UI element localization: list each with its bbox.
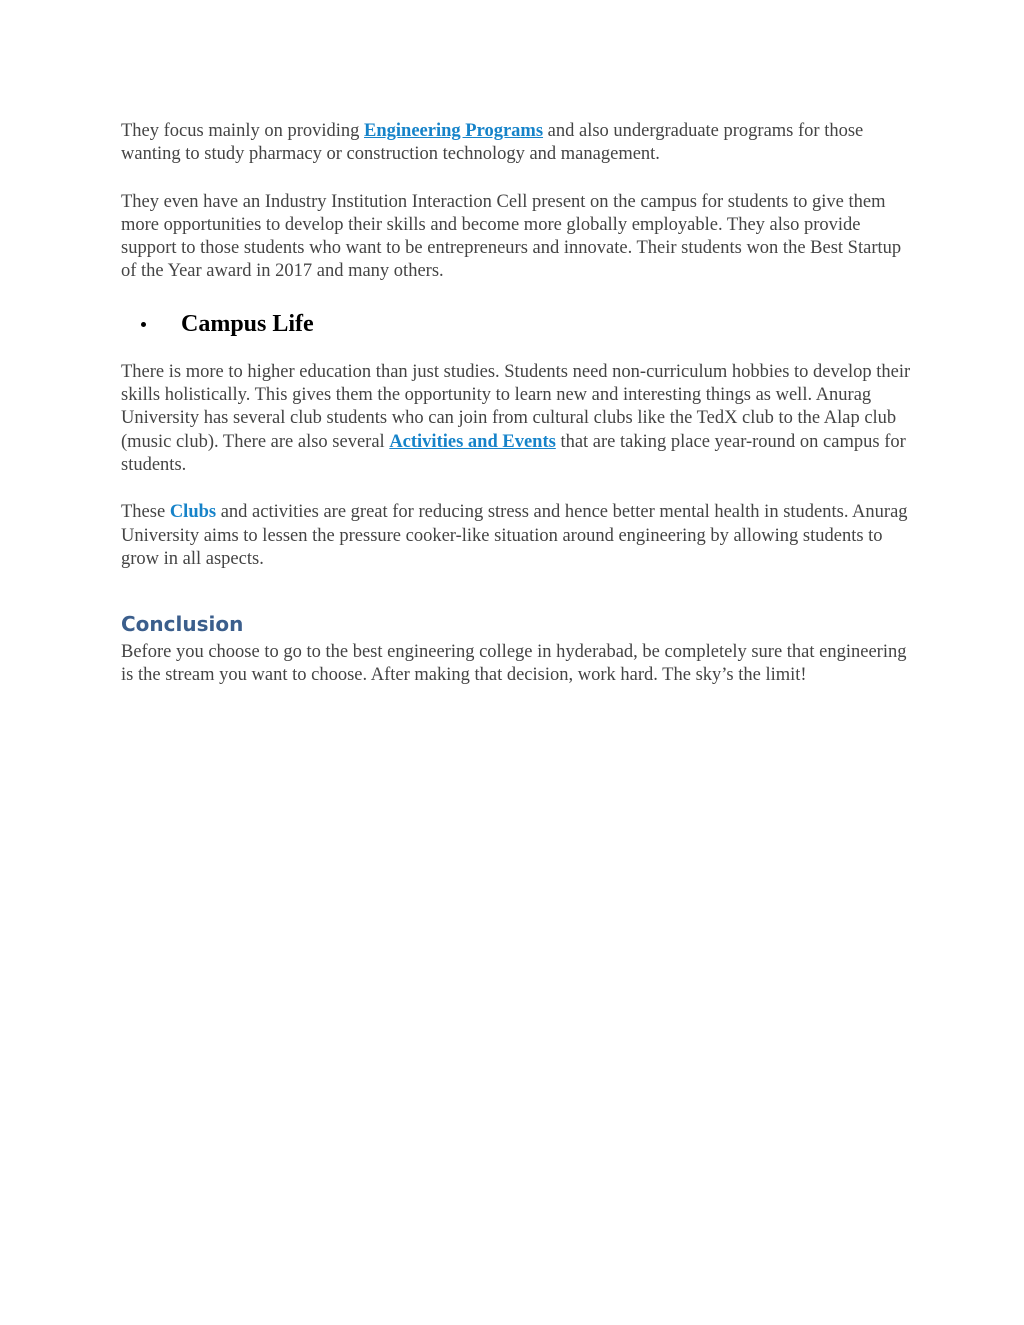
paragraph-conclusion: Before you choose to go to the best engineering college in hyderabad, be completely sure that engineering is the stream you want to choose. After making that decision, work hard. The sky’s the limit! xyxy=(121,642,907,686)
campus-life-heading: Campus Life xyxy=(181,310,314,337)
campus-life-bullet xyxy=(121,308,911,340)
paragraph-text: There is more to higher education than just studies. Students need non-curriculum hobbies to develop their skills holistically. This gives them the opportunity to learn new and interesting things as well. Anurag University has several club students who can join from cultural clubs like the TedX club to the Alap club (music club). There are also several xyxy=(121,361,911,452)
activities-and-events-link[interactable]: Activities and Events xyxy=(389,431,556,452)
paragraph-engineering-programs xyxy=(121,120,911,167)
engineering-programs-link[interactable]: Engineering Programs xyxy=(364,121,544,141)
paragraph-industry-cell: They even have an Industry Institution Interaction Cell present on the campus for students to give them more opportunities to develop their skills and become more globally employable. They also provide support to those students who want to be entrepreneurs and innovate. Their students won the Best Startup of the Year award in 2017 and many others. xyxy=(121,191,902,282)
bullet-icon xyxy=(141,322,146,327)
paragraph-clubs xyxy=(121,501,911,571)
paragraph-text: These xyxy=(121,502,170,523)
paragraph-text: and also undergraduate programs for those wanting to study pharmacy or construction technology and management. xyxy=(121,121,864,165)
paragraph-text: and activities are great for reducing stress and hence better mental health in students. Anurag University aims to lessen the pressure cooker-like situation around engineering by allowing students to grow in all aspects. xyxy=(121,502,908,569)
clubs-link[interactable]: Clubs xyxy=(169,502,217,523)
document-page xyxy=(121,120,911,688)
conclusion-heading: Conclusion xyxy=(121,612,244,637)
paragraph-text: They focus mainly on providing xyxy=(121,121,365,141)
paragraph-text: that are taking place year-round on campus for students. xyxy=(121,431,906,475)
paragraph-campus-life xyxy=(121,361,911,477)
